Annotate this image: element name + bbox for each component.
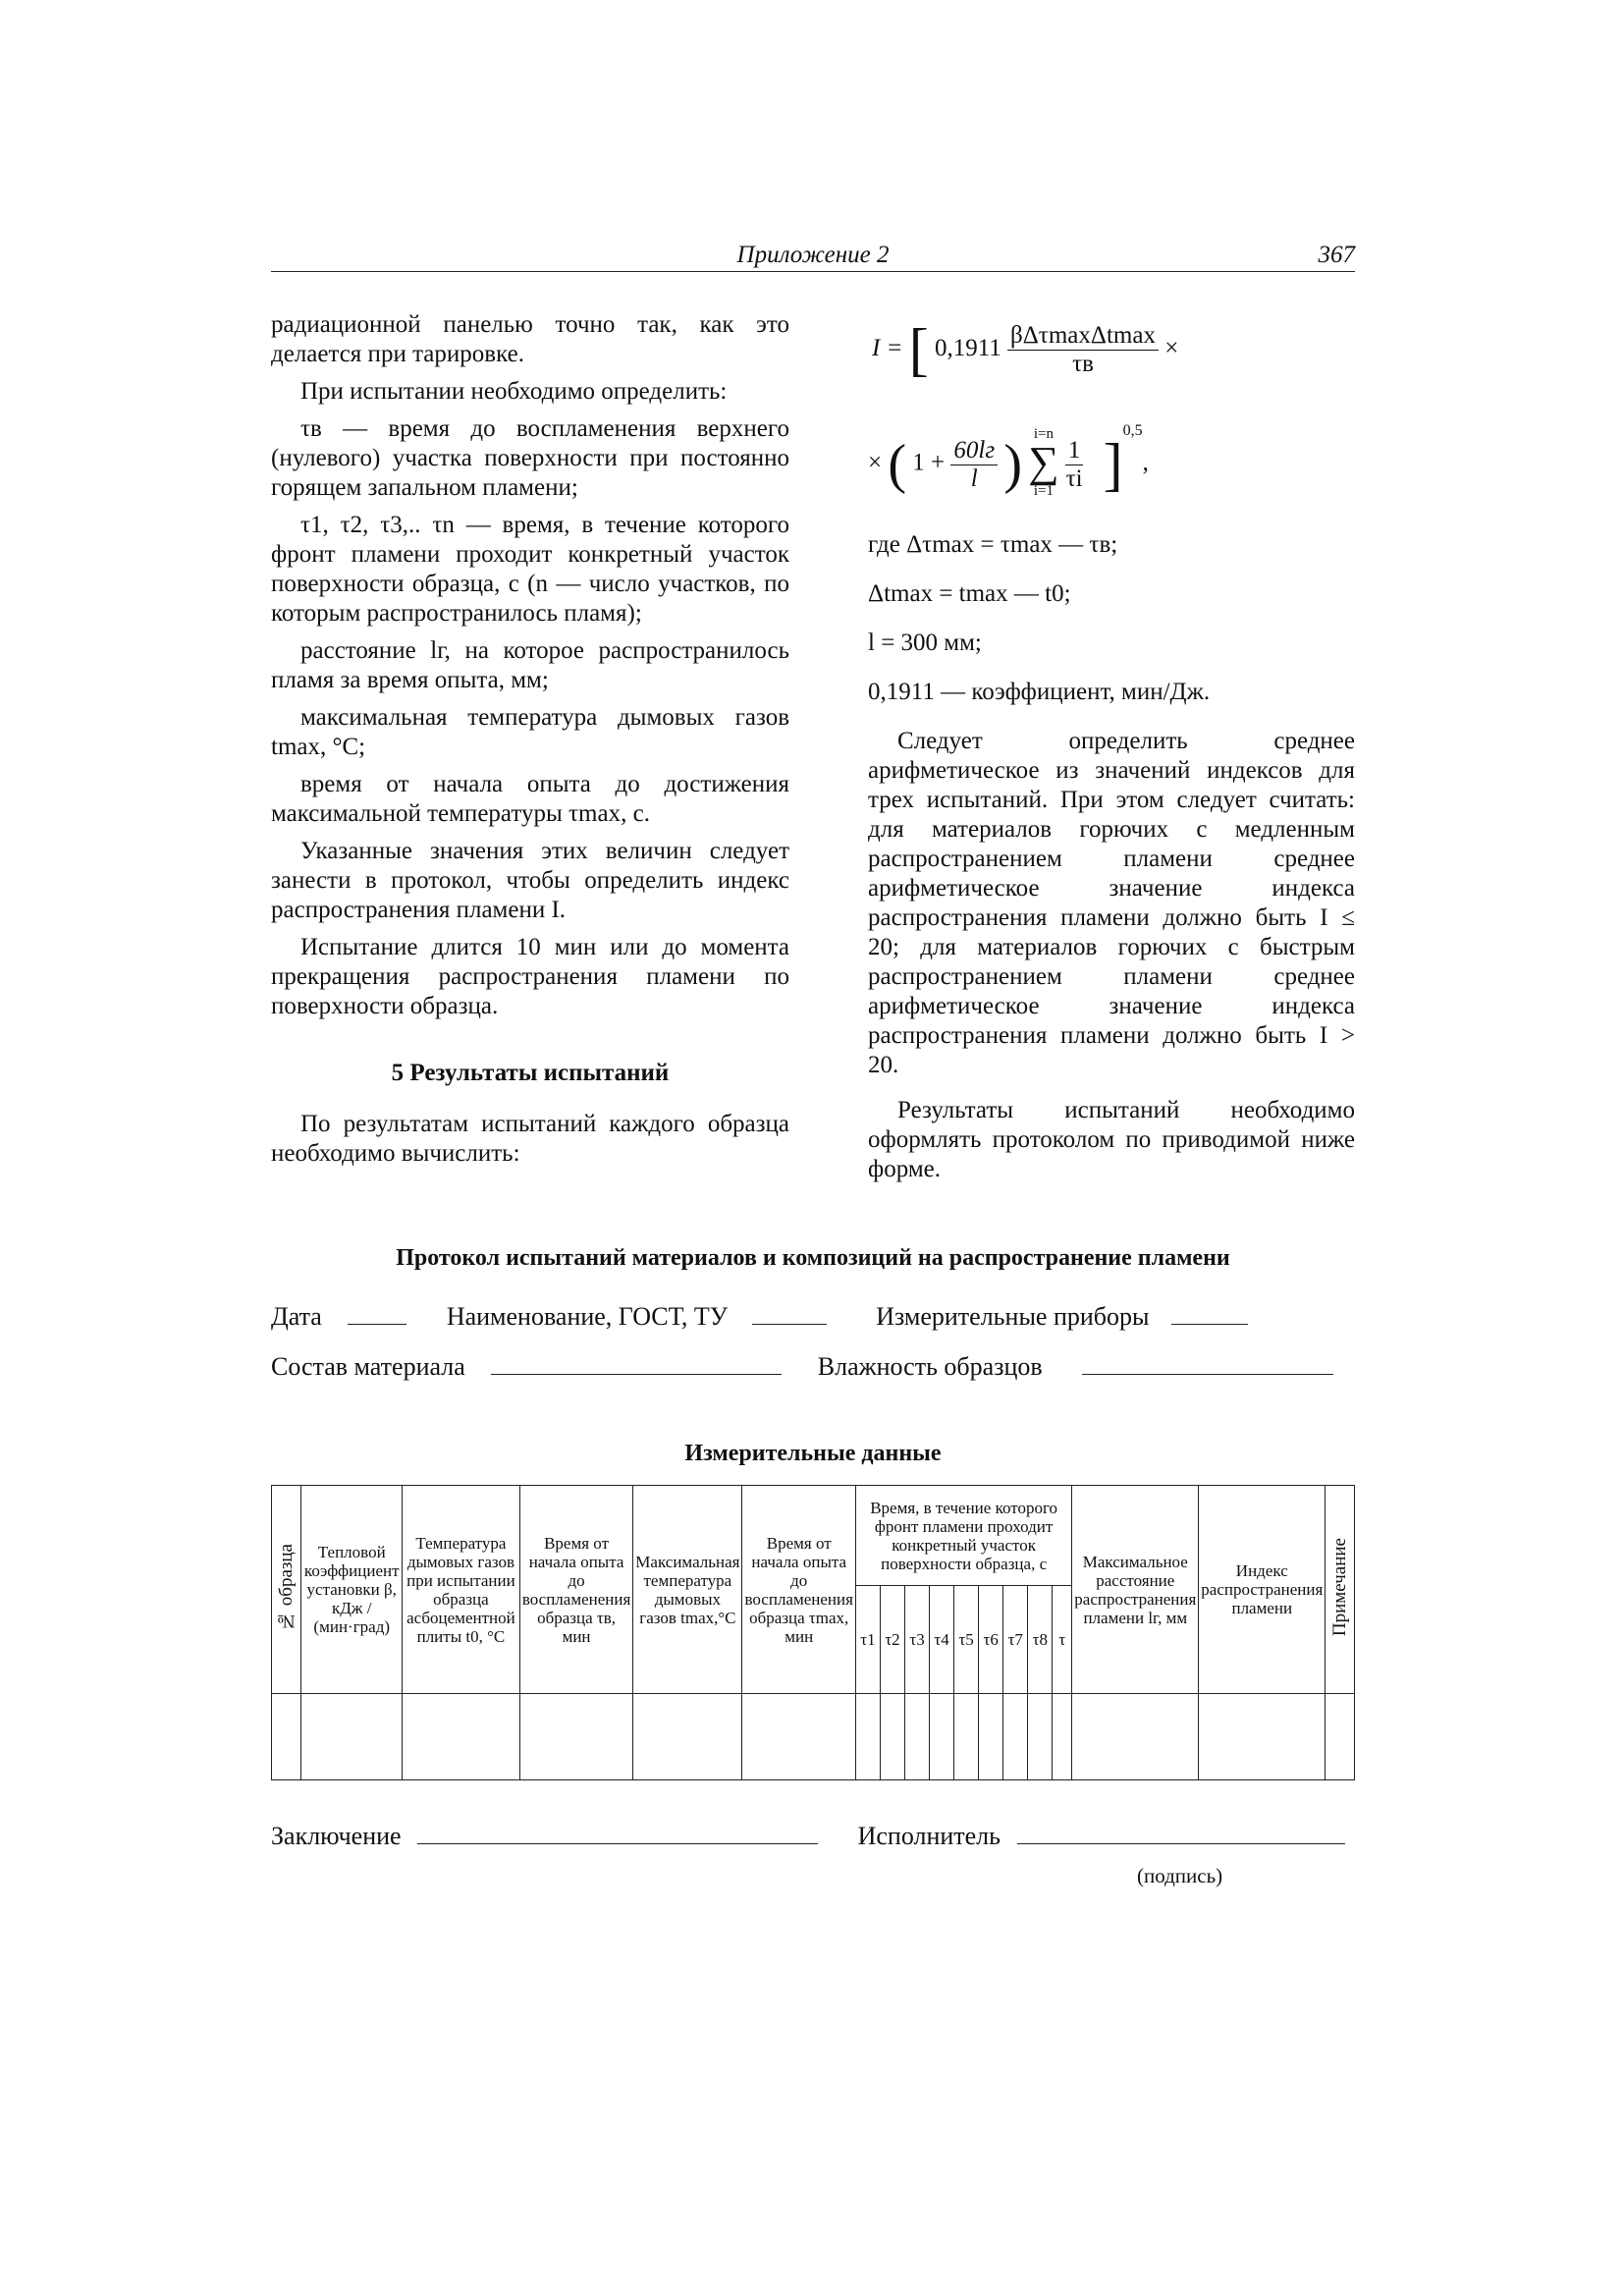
name-field[interactable] bbox=[752, 1324, 827, 1325]
table-cell[interactable] bbox=[930, 1694, 954, 1780]
paragraph: При испытании необходимо определить: bbox=[300, 378, 728, 405]
fraction-3 bbox=[1065, 437, 1084, 493]
bracket-open: [ bbox=[908, 317, 929, 382]
paren-close: ) bbox=[1003, 434, 1022, 495]
header-max-distance: Максимальное расстояние распространения пламени lг, мм bbox=[1072, 1486, 1199, 1694]
running-header bbox=[271, 236, 1355, 272]
table-cell[interactable] bbox=[1053, 1694, 1072, 1780]
section-heading: 5 Результаты испытаний bbox=[391, 1060, 670, 1086]
date-label: Дата bbox=[271, 1302, 322, 1331]
header-flame-front-group: Время, в течение которого фронт пламени проходит конкретный участок поверхности образца, с bbox=[855, 1486, 1071, 1586]
times-sign: × bbox=[1164, 335, 1179, 362]
exponent: 0,5 bbox=[1122, 422, 1143, 440]
header-tau: τ2 bbox=[880, 1586, 904, 1694]
table-cell[interactable] bbox=[403, 1694, 520, 1780]
formula-line-2: × ( 1 + $\frac{60lг}{l}$ ) i=n ∑ i=1 $\frac{1}{\tau i}$ ]$^{0,5}$, bbox=[868, 422, 1149, 499]
fraction-1-num: βΔτmaxΔtmax bbox=[1007, 322, 1159, 351]
table-cell[interactable] bbox=[1072, 1694, 1199, 1780]
table-row bbox=[272, 1694, 1355, 1780]
right-column bbox=[868, 530, 1355, 1192]
fraction-2 bbox=[950, 437, 998, 493]
executor-label: Исполнитель bbox=[857, 1822, 1001, 1850]
paragraph: Следует определить среднее арифметическое из значений индексов для трех испытаний. При этом следует считать: для материалов горючих с медленным распространением пламени среднее арифметическое значение индекса распространения пламени должно быть I ≤ 20; для материалов горючих с быстрым распространением пламени среднее арифметическое значение индекса распространения пламени должно быть I > 20. bbox=[868, 728, 1355, 1078]
header-heat-coefficient: Тепловой коэффициент установки β, кДж / (мин·град) bbox=[301, 1486, 403, 1694]
formula-coef: 0,1911 bbox=[934, 335, 1001, 362]
header-ignition-time: Время от начала опыта до воспламенения образца τв, мин bbox=[519, 1486, 632, 1694]
fraction-3-num: 1 bbox=[1065, 437, 1084, 465]
signature-caption: (подпись) bbox=[1137, 1864, 1223, 1887]
where-line: где Δτmax = τmax — τв; bbox=[868, 531, 1118, 558]
where-line: Δtmax = tmax — t0; bbox=[868, 580, 1071, 607]
paragraph: Результаты испытаний необходимо оформлять протоколом по приводимой ниже форме. bbox=[868, 1097, 1355, 1182]
protocol-footer bbox=[271, 1822, 1355, 1851]
date-field[interactable] bbox=[348, 1324, 406, 1325]
table-cell[interactable] bbox=[1003, 1694, 1028, 1780]
conclusion-label: Заключение bbox=[271, 1822, 402, 1850]
paragraph: Испытание длится 10 мин или до момента прекращения распространения пламени по поверхности образца. bbox=[271, 934, 789, 1019]
paragraph: τ1, τ2, τ3,.. τn — время, в течение которого фронт пламени проходит конкретный участок поверхности образца, с (n — число участков, по которым распространилось пламя); bbox=[271, 512, 789, 627]
paragraph: τв — время до воспламенения верхнего (нулевого) участка поверхности при постоянно горящем запальном пламени; bbox=[271, 415, 789, 501]
summation bbox=[1028, 426, 1058, 499]
header-tau: τ6 bbox=[979, 1586, 1003, 1694]
protocol-title: Протокол испытаний материалов и композиций на распространение пламени bbox=[396, 1245, 1230, 1271]
conclusion-field[interactable] bbox=[417, 1843, 818, 1844]
table-cell[interactable] bbox=[1325, 1694, 1355, 1780]
paragraph: время от начала опыта до достижения максимальной температуры τmax, с. bbox=[271, 771, 789, 827]
protocol-fields-row-2 bbox=[271, 1352, 1355, 1382]
table-cell[interactable] bbox=[519, 1694, 632, 1780]
header-tau: τ4 bbox=[930, 1586, 954, 1694]
table-cell[interactable] bbox=[855, 1694, 880, 1780]
executor-signature-field[interactable] bbox=[1017, 1843, 1345, 1844]
sum-lower: i=1 bbox=[1033, 483, 1054, 499]
protocol-fields-row-1 bbox=[271, 1302, 1355, 1332]
header-tau: τ8 bbox=[1028, 1586, 1053, 1694]
fraction-1-den: τв bbox=[1072, 351, 1094, 377]
header-tau: τ3 bbox=[905, 1586, 930, 1694]
paragraph: По результатам испытаний каждого образца необходимо вычислить: bbox=[271, 1111, 789, 1167]
left-column bbox=[271, 310, 789, 1176]
table-cell[interactable] bbox=[954, 1694, 979, 1780]
instruments-field[interactable] bbox=[1171, 1324, 1248, 1325]
table-cell[interactable] bbox=[742, 1694, 855, 1780]
page-number: 367 bbox=[1318, 242, 1355, 268]
composition-field[interactable] bbox=[491, 1374, 782, 1375]
composition-label: Состав материала bbox=[271, 1352, 465, 1381]
instruments-label: Измерительные приборы bbox=[876, 1302, 1150, 1331]
header-flue-gas-temp: Температура дымовых газов при испытании образца асбоцементной плиты t0, °C bbox=[403, 1486, 520, 1694]
header-spread-index: Индекс распространения пламени bbox=[1199, 1486, 1325, 1694]
name-label: Наименование, ГОСТ, ТУ bbox=[446, 1302, 729, 1331]
sum-upper: i=n bbox=[1033, 426, 1054, 442]
measurement-table bbox=[271, 1485, 1355, 1780]
table-cell[interactable] bbox=[979, 1694, 1003, 1780]
data-title: Измерительные данные bbox=[684, 1441, 942, 1466]
paragraph: радиационной панелью точно так, как это делается при тарировке. bbox=[271, 311, 789, 367]
header-tau: τ bbox=[1053, 1586, 1072, 1694]
table-cell[interactable] bbox=[880, 1694, 904, 1780]
humidity-field[interactable] bbox=[1082, 1374, 1333, 1375]
header-tau: τ1 bbox=[855, 1586, 880, 1694]
bracket-close: ] bbox=[1103, 431, 1123, 497]
fraction-1 bbox=[1007, 322, 1159, 378]
where-line: 0,1911 — коэффициент, мин/Дж. bbox=[868, 679, 1211, 705]
table-cell[interactable] bbox=[1199, 1694, 1325, 1780]
header-tau: τ7 bbox=[1003, 1586, 1028, 1694]
sigma-icon: ∑ bbox=[1028, 438, 1059, 486]
one-plus: 1 + bbox=[912, 449, 946, 476]
table-cell[interactable] bbox=[1028, 1694, 1053, 1780]
times-sign: × bbox=[868, 449, 883, 476]
table-cell[interactable] bbox=[272, 1694, 301, 1780]
table-cell[interactable] bbox=[905, 1694, 930, 1780]
header-time-to-max: Время от начала опыта до воспламенения образца τmax, мин bbox=[742, 1486, 855, 1694]
paragraph: расстояние lг, на которое распространилось пламя за время опыта, мм; bbox=[271, 637, 789, 693]
formula-lhs: I = bbox=[872, 335, 903, 362]
fraction-2-num: 60lг bbox=[950, 437, 998, 465]
humidity-label: Влажность образцов bbox=[817, 1352, 1043, 1381]
paragraph: Указанные значения этих величин следует занести в протокол, чтобы определить индекс распространения пламени I. bbox=[271, 838, 789, 923]
header-sample-number: № образца bbox=[272, 1486, 301, 1694]
table-cell[interactable] bbox=[633, 1694, 742, 1780]
fraction-3-den: τi bbox=[1065, 465, 1083, 492]
header-tau: τ5 bbox=[954, 1586, 979, 1694]
table-cell[interactable] bbox=[301, 1694, 403, 1780]
header-note: Примечание bbox=[1325, 1486, 1355, 1694]
where-line: l = 300 мм; bbox=[868, 629, 982, 656]
paren-open: ( bbox=[888, 434, 907, 495]
running-title: Приложение 2 bbox=[736, 242, 890, 268]
header-max-temp: Максимальная температура дымовых газов tmax,°C bbox=[633, 1486, 742, 1694]
fraction-2-den: l bbox=[970, 465, 978, 492]
paragraph: максимальная температура дымовых газов tmax, °C; bbox=[271, 704, 789, 760]
formula-line-1 bbox=[872, 316, 1178, 384]
